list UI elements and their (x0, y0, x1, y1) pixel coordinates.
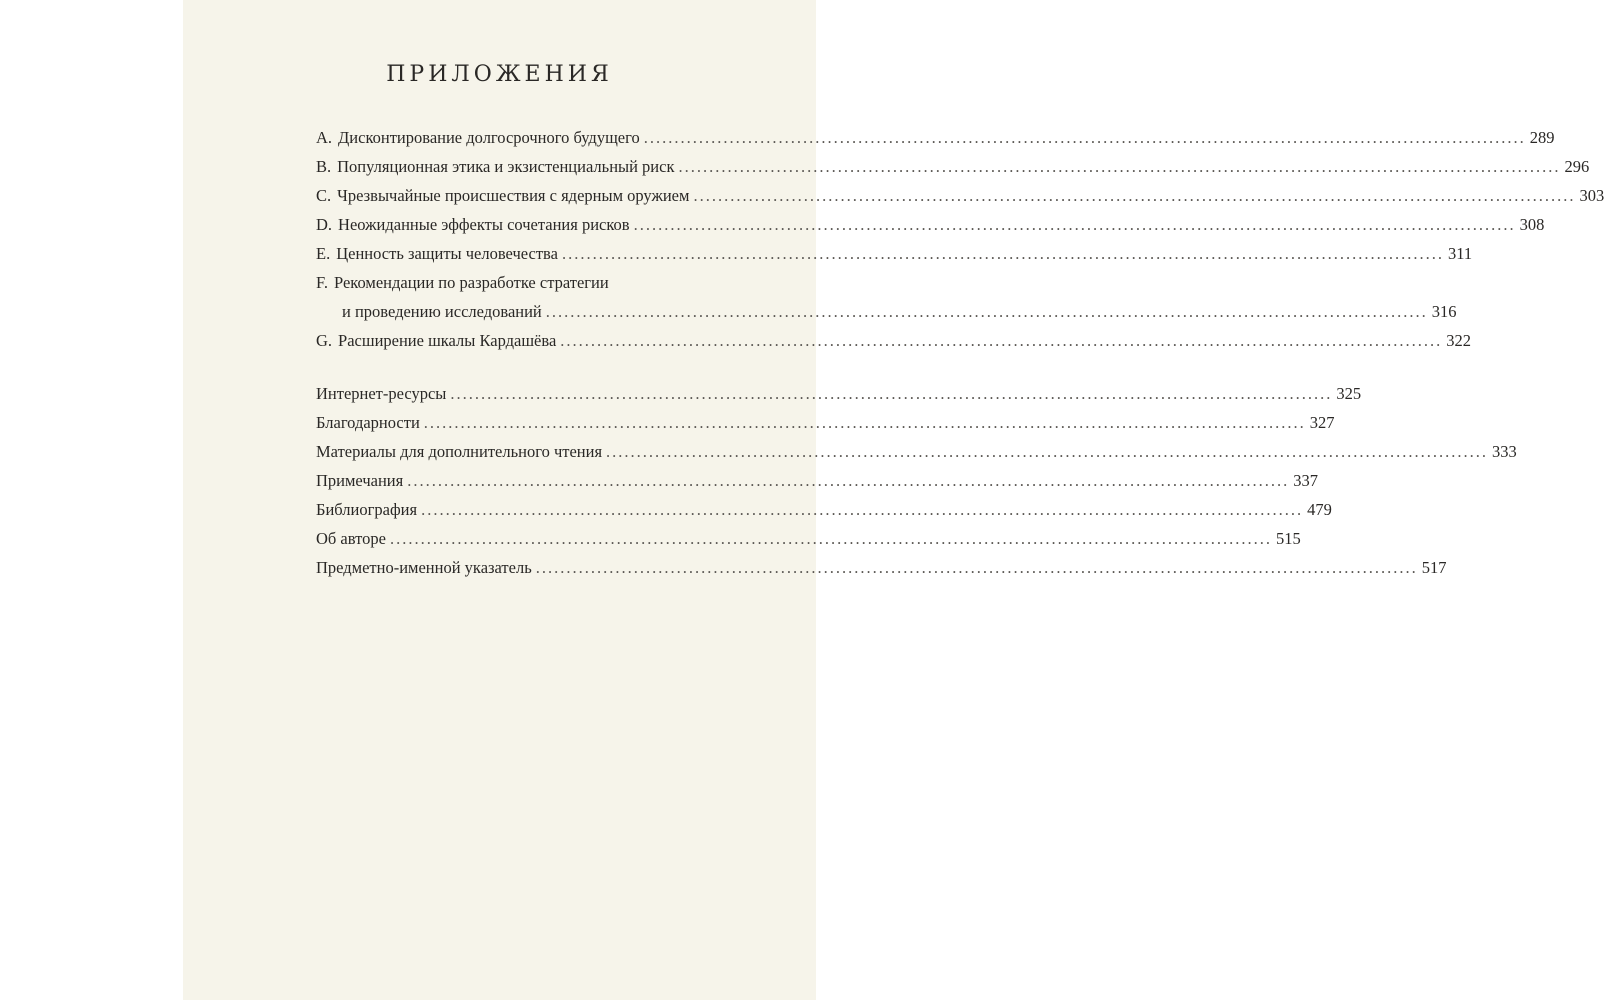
toc-entry-page: 311 (1447, 244, 1473, 263)
dot-leader (450, 379, 1332, 408)
page-heading: ПРИЛОЖЕНИЯ (386, 62, 613, 87)
toc-entry-title: Ценность защиты человечества (336, 244, 558, 263)
toc-entry-page: 322 (1446, 331, 1472, 350)
toc-entry-page: 327 (1309, 413, 1335, 432)
book-page (183, 0, 1604, 1000)
toc-entry-notes (316, 466, 1318, 495)
dot-leader (678, 152, 1560, 181)
toc-entry-page: 515 (1275, 529, 1301, 548)
toc-entry-appendix-e (316, 239, 1473, 268)
toc-entry-appendix-g (316, 326, 1472, 355)
toc-entry-title: Примечания (316, 471, 404, 490)
toc-entry-page: 289 (1529, 128, 1555, 147)
toc-entry-appendix-c (316, 181, 1604, 210)
toc-entry-page: 479 (1307, 500, 1332, 519)
back-matter-list (316, 379, 1517, 582)
table-of-contents (316, 123, 1604, 582)
toc-entry-title: Благодарности (316, 413, 420, 432)
toc-entry-title: Дисконтирование долгосрочного будущего (338, 128, 640, 147)
dot-leader (644, 123, 1526, 152)
toc-entry-title: Популяционная этика и экзистенциальный риск (337, 157, 675, 176)
toc-entry-title: Расширение шкалы Кардашёва (338, 331, 557, 350)
toc-entry-page: 296 (1564, 157, 1590, 176)
dot-leader (560, 326, 1442, 355)
toc-entry-internet-resources (316, 379, 1362, 408)
toc-entry-appendix-a (316, 123, 1555, 152)
dot-leader (693, 181, 1575, 210)
toc-entry-letter: D. (316, 215, 333, 234)
toc-entry-index (316, 553, 1447, 582)
toc-entry-title: Библиография (316, 500, 418, 519)
dot-leader (390, 524, 1272, 553)
toc-entry-appendix-f (316, 268, 774, 297)
dot-leader (536, 553, 1418, 582)
toc-entry-page: 337 (1293, 471, 1318, 490)
dot-leader (546, 297, 1428, 326)
toc-entry-further-reading (316, 437, 1517, 466)
dot-leader (562, 239, 1444, 268)
toc-entry-letter: B. (316, 157, 332, 176)
dot-leader (424, 408, 1306, 437)
toc-entry-about-author (316, 524, 1301, 553)
toc-entry-page: 325 (1336, 384, 1362, 403)
toc-entry-page: 308 (1519, 215, 1545, 234)
toc-entry-letter: G. (316, 331, 333, 350)
toc-entry-title-continued: и проведению исследований (342, 302, 542, 321)
toc-entry-appendix-f-continued (316, 297, 1457, 326)
toc-entry-title: Материалы для дополнительного чтения (316, 442, 603, 461)
dot-leader (407, 466, 1289, 495)
toc-entry-appendix-d (316, 210, 1545, 239)
toc-entry-title: Рекомендации по разработке стратегии (333, 273, 609, 292)
toc-entry-letter: A. (316, 128, 333, 147)
toc-entry-page: 333 (1492, 442, 1517, 461)
toc-entry-title: Интернет-ресурсы (316, 384, 447, 403)
toc-entry-bibliography (316, 495, 1332, 524)
toc-entry-title: Предметно-именной указатель (316, 558, 532, 577)
toc-entry-acknowledgements (316, 408, 1335, 437)
dot-leader (421, 495, 1303, 524)
toc-entry-appendix-b (316, 152, 1590, 181)
toc-entry-letter: C. (316, 186, 332, 205)
toc-entry-page: 316 (1431, 302, 1457, 321)
section-gap (316, 355, 774, 379)
toc-entry-title: Об авторе (316, 529, 386, 548)
toc-entry-letter: E. (316, 244, 331, 263)
toc-entry-title: Чрезвычайные происшествия с ядерным оружием (337, 186, 690, 205)
toc-entry-title: Неожиданные эффекты сочетания рисков (338, 215, 630, 234)
toc-entry-page: 303 (1579, 186, 1604, 205)
toc-entry-letter: F. (316, 273, 328, 292)
toc-entry-page: 517 (1421, 558, 1447, 577)
dot-leader (606, 437, 1488, 466)
dot-leader (634, 210, 1516, 239)
